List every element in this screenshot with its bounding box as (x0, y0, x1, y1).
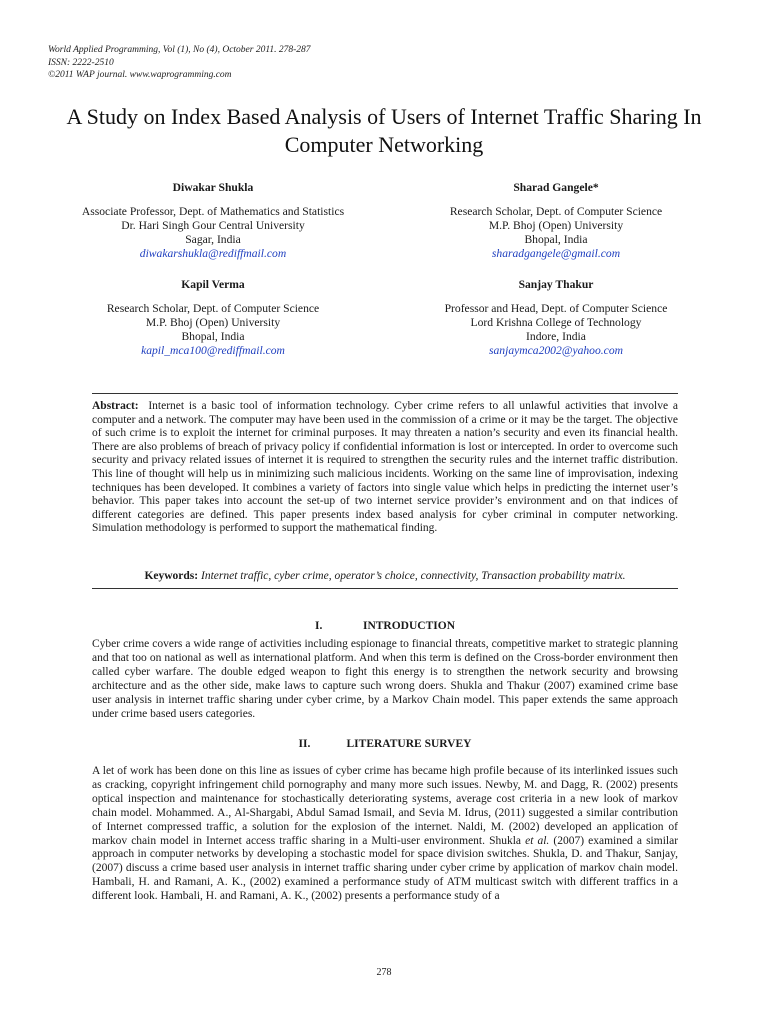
author-institution: M.P. Bhoj (Open) University (145, 316, 281, 329)
literature-survey-paragraph (92, 765, 678, 904)
author-name: Diwakar Shukla (172, 181, 254, 194)
author-block (53, 181, 373, 261)
author-affiliation: Research Scholar, Dept. of Computer Science (449, 205, 663, 218)
journal-citation: World Applied Programming, Vol (1), No (4), October 2011. 278-287 (48, 45, 311, 55)
author-affiliation: Research Scholar, Dept. of Computer Science (106, 302, 320, 315)
abstract-label: Abstract: (92, 400, 139, 412)
author-name: Sharad Gangele* (513, 181, 599, 194)
paper-title: A Study on Index Based Analysis of Users of Internet Traffic Sharing In Computer Networking (66, 104, 702, 157)
author-location: Bhopal, India (524, 233, 588, 246)
abstract (92, 400, 678, 536)
author-location: Sagar, India (185, 233, 241, 246)
author-email-link[interactable]: sanjaymca2002@yahoo.com (489, 344, 623, 357)
literature-text-part: (2007) examined a similar approach in computer networks by developing a stochastic model for space division switches. Shukla, D. and Thakur, Sanjay, (2007) discuss a crime based user analysis in internet traffic sharing under cyber crime by application of markov chain model. Hambali, H. and Ramani, A. K., (2002) examined a performance study of ATM multicast switch with different traffics in a different look. Hambali, H. and Ramani, A. K., (2002) presents a performance study of a (92, 834, 679, 903)
section-heading-literature-survey (92, 737, 678, 751)
section-heading-introduction (92, 619, 678, 633)
author-affiliation: Associate Professor, Dept. of Mathematics and Statistics (81, 205, 345, 218)
author-name: Sanjay Thakur (518, 278, 594, 291)
literature-italic-text: et al. (525, 834, 550, 847)
author-institution: Lord Krishna College of Technology (470, 316, 642, 329)
author-block (53, 278, 373, 358)
section-title: LITERATURE SURVEY (346, 738, 472, 750)
author-location: Indore, India (526, 330, 586, 343)
section-title: INTRODUCTION (362, 620, 455, 632)
author-block (396, 181, 716, 261)
abstract-top-rule (92, 393, 678, 394)
section-number: II. (298, 738, 311, 750)
introduction-paragraph: Cyber crime covers a wide range of activities including espionage to financial threats, competitive market to strategic planning and that too on national as well as international platform. And when this term is defined on the Cross-border environment then called cyber warfare. The double edged weapon to fight this energy is to strengthen the network security and browsing architecture and as the other side, make laws to capture such wrong doers. Shukla and Thakur (2007) examined crime base user analysis in internet traffic sharing under cyber crime, by a Markov Chain model. This paper extends the same approach under crime based users categories. (92, 638, 678, 720)
author-institution: Dr. Hari Singh Gour Central University (121, 219, 305, 232)
author-email-link[interactable]: kapil_mca100@rediffmail.com (141, 344, 285, 357)
author-name: Kapil Verma (181, 278, 245, 291)
page-number: 278 (376, 967, 392, 978)
keywords (92, 569, 678, 583)
author-location: Bhopal, India (181, 330, 245, 343)
abstract-text: Internet is a basic tool of information technology. Cyber crime refers to all unlawful activities that involve a computer and a network. The computer may have been used in the commission of a crime or it may be the target. The objective of such crime is to exploit the internet for criminal purposes. It may threaten a nation’s security and even its financial health. There are also problems of breach of privacy policy if confidential information is lost or intercepted. In order to overcome such security and privacy related issues of internet it is required to strengthen the security rules and the internet traffic distribution. This line of thought will help us in minimizing such malicious incidents. Working on the same line of improvisation, indexing techniques has been developed. It combines a variety of factors into single value which helps in predicting the internet user’s behavior. This paper takes into account the set-up of two internet service provider’s environment and on that indices of different categories are defined. This paper presents index based analysis for cyber criminal in computer networking. Simulation methodology is performed to support the mathematical finding. (92, 400, 678, 535)
author-institution: M.P. Bhoj (Open) University (488, 219, 624, 232)
journal-copyright: ©2011 WAP journal. www.waprogramming.com (48, 70, 232, 80)
author-affiliation: Professor and Head, Dept. of Computer Science (444, 302, 668, 315)
author-block (396, 278, 716, 358)
author-email-link[interactable]: diwakarshukla@rediffmail.com (139, 247, 287, 260)
literature-text-part: A let of work has been done on this line as issues of cyber crime has became high profile because of its interlinked issues such as cracking, copyright infringement child pornography and many more such issues. Newby, M. and Dagg, R. (2002) presents optical inspection and maintenance for stochastically deteriorating systems, average cost criteria in a new look of markov chain model. Mohammed. A., Al-Shargabi, Abdul Samad Ismail, and Sevia M. Idrus, (2011) suggested a similar contribution of Internet compressed traffic, a solution for the explosion of the internet. Naldi, M. (2002) developed an application of markov chain model in Internet access traffic sharing in a Multi-user environment. Shukla (92, 765, 678, 847)
keywords-text: Internet traffic, cyber crime, operator’s choice, connectivity, Transaction probability matrix. (200, 570, 626, 582)
journal-issn: ISSN: 2222-2510 (48, 58, 114, 68)
keywords-bottom-rule (92, 588, 678, 589)
section-number: I. (314, 620, 323, 632)
author-email-link[interactable]: sharadgangele@gmail.com (491, 247, 621, 260)
keywords-label: Keywords: (144, 570, 199, 582)
